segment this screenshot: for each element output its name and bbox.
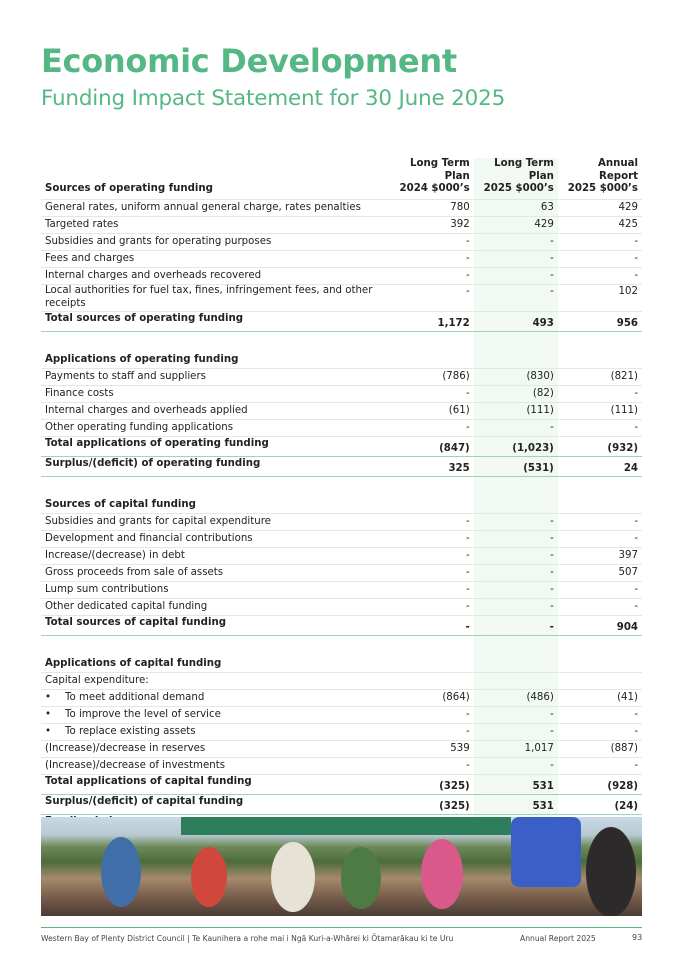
table-row: Other dedicated capital funding - - - bbox=[41, 598, 642, 615]
total-row: Total sources of capital funding - - 904 bbox=[41, 615, 642, 635]
table-row: Gross proceeds from sale of assets - - 507 bbox=[41, 564, 642, 581]
table-row: Subsidies and grants for operating purposes - - - bbox=[41, 233, 642, 250]
total-row: Total applications of operating funding (847) (1,023) (932) bbox=[41, 436, 642, 456]
market-tent bbox=[181, 817, 511, 835]
table-header-row bbox=[41, 158, 642, 199]
table-row: Internal charges and overheads recovered - - - bbox=[41, 267, 642, 284]
table-row: Subsidies and grants for capital expenditure - - - bbox=[41, 513, 642, 530]
table-row: (Increase)/decrease in reserves 539 1,017 (887) bbox=[41, 740, 642, 757]
footer-report-title: Annual Report 2025 bbox=[520, 934, 596, 943]
crowd-figure bbox=[341, 847, 381, 909]
table-row: • To replace existing assets - - - bbox=[41, 723, 642, 740]
total-row: Surplus/(deficit) of capital funding (325) 531 (24) bbox=[41, 794, 642, 814]
crowd-figure bbox=[101, 837, 141, 907]
table-row: Payments to staff and suppliers (786) (830) (821) bbox=[41, 368, 642, 385]
funding-impact-table bbox=[41, 158, 642, 835]
crowd-figure bbox=[271, 842, 315, 912]
table-row: General rates, uniform annual general charge, rates penalties 780 63 429 bbox=[41, 199, 642, 216]
header-ltp-2024: Long Term Plan 2024 $000’s bbox=[390, 158, 474, 199]
bullet-icon: • bbox=[45, 691, 52, 703]
crowd-figure bbox=[421, 839, 463, 909]
bouncy-castle bbox=[511, 817, 581, 887]
table-row: (Increase)/decrease of investments - - - bbox=[41, 757, 642, 774]
page-number: 93 bbox=[632, 933, 643, 942]
bullet-icon: • bbox=[45, 725, 52, 737]
total-row: Total applications of capital funding (325) 531 (928) bbox=[41, 774, 642, 794]
table-row: Local authorities for fuel tax, fines, infringement fees, and other receipts - - 102 bbox=[41, 284, 642, 311]
table-row: Finance costs - (82) - bbox=[41, 385, 642, 402]
header-sources-operating: Sources of operating funding bbox=[41, 158, 390, 199]
event-photo bbox=[41, 817, 642, 916]
header-ltp-2025: Long Term Plan 2025 $000’s bbox=[474, 158, 558, 199]
bullet-icon: • bbox=[45, 708, 52, 720]
table-row: Targeted rates 392 429 425 bbox=[41, 216, 642, 233]
section-heading: Applications of operating funding bbox=[41, 352, 642, 369]
spacer-row bbox=[41, 331, 642, 352]
total-row: Surplus/(deficit) of operating funding 325 (531) 24 bbox=[41, 456, 642, 476]
table-row: Increase/(decrease) in debt - - 397 bbox=[41, 547, 642, 564]
table-row: Internal charges and overheads applied (61) (111) (111) bbox=[41, 402, 642, 419]
page-title: Economic Development bbox=[41, 42, 457, 80]
spacer-row bbox=[41, 635, 642, 656]
footer-council-name: Western Bay of Plenty District Council | Te Kaunihera a rohe mai i Ngā Kuri-a-Whārei ki Ōtamarākau ki te Uru bbox=[41, 934, 454, 943]
table-row: Capital expenditure: bbox=[41, 672, 642, 689]
page-subtitle: Funding Impact Statement for 30 June 2025 bbox=[41, 86, 506, 111]
table-row: Lump sum contributions - - - bbox=[41, 581, 642, 598]
table-row: Development and financial contributions - - - bbox=[41, 530, 642, 547]
section-heading: Applications of capital funding bbox=[41, 656, 642, 673]
footer-rule bbox=[41, 927, 642, 928]
header-annual-report-2025: Annual Report 2025 $000’s bbox=[558, 158, 642, 199]
table-row: Other operating funding applications - - - bbox=[41, 419, 642, 436]
section-heading: Sources of capital funding bbox=[41, 497, 642, 514]
total-row: Total sources of operating funding 1,172 493 956 bbox=[41, 311, 642, 331]
crowd-figure bbox=[586, 827, 636, 916]
table-row: • To improve the level of service - - - bbox=[41, 706, 642, 723]
table-row: • To meet additional demand (864) (486) (41) bbox=[41, 689, 642, 706]
spacer-row bbox=[41, 476, 642, 497]
crowd-figure bbox=[191, 847, 227, 907]
table-row: Fees and charges - - - bbox=[41, 250, 642, 267]
